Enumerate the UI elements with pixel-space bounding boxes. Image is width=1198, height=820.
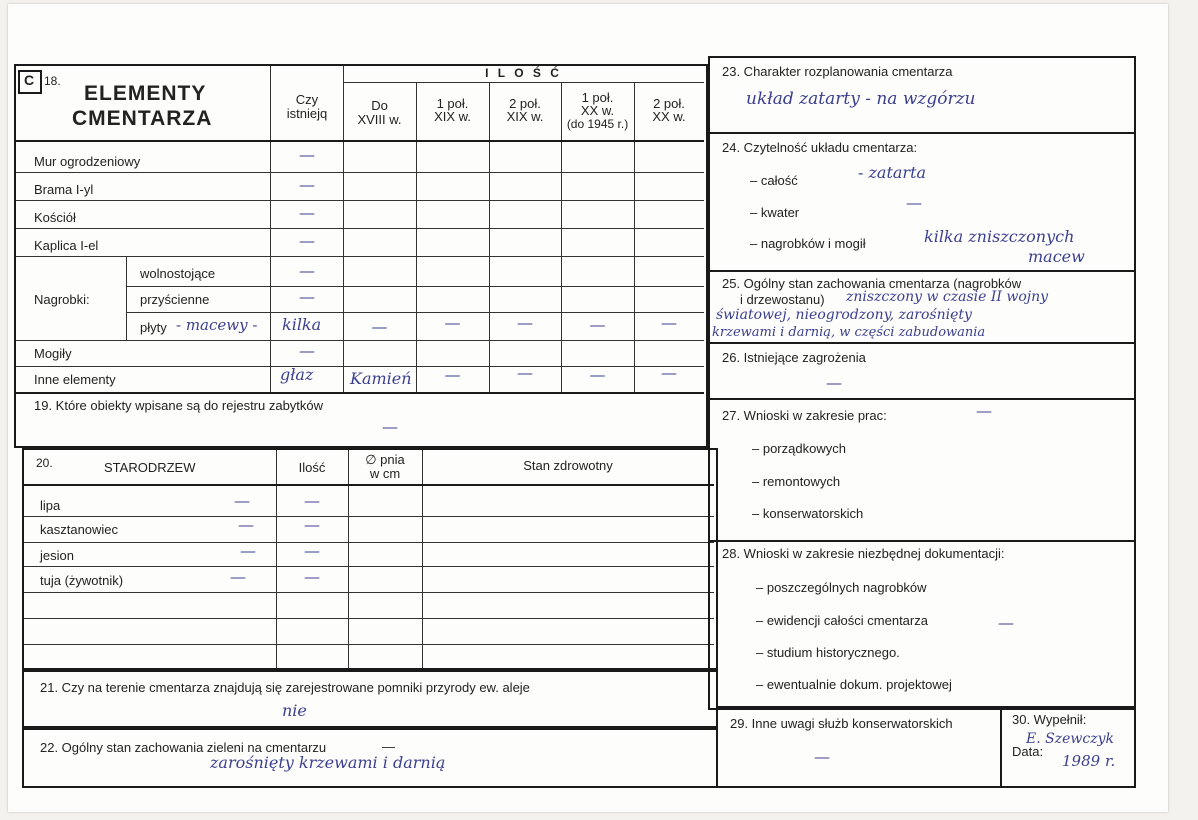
q28-label: 28. Wnioski w zakresie niezbędnej dokumentacji:: [722, 546, 1005, 561]
col-1-xx-l2: XX w.: [580, 103, 615, 118]
col-2-xx-l2: XX w.: [652, 109, 686, 124]
q24-nagrobki-answer-line2: macew: [1028, 247, 1085, 266]
plyty-1-xix: —: [444, 313, 461, 332]
ilosc-header: I L O Ś Ć: [485, 66, 562, 80]
inne-2-xix: —: [517, 363, 533, 382]
q24-calosc-answer: - zatarta: [858, 163, 927, 182]
tree-lipa: lipa: [40, 498, 61, 513]
q26-answer: —: [826, 373, 842, 392]
q25-answer-line2: światowej, nieogrodzony, zarośnięty: [716, 307, 972, 323]
q27-porzadkowych: – porządkowych: [752, 441, 846, 456]
q24-label: 24. Czytelność układu cmentarza:: [722, 140, 918, 155]
q30-date-label: Data:: [1012, 744, 1044, 759]
col-2-xx-l1: 2 poł.: [653, 96, 685, 111]
q24-kwater-answer: —: [906, 193, 922, 212]
elements-title-line1: ELEMENTY: [84, 82, 207, 105]
czy-kaplica: —: [299, 231, 315, 250]
plyty-1-xx: —: [589, 315, 606, 334]
q21-label: 21. Czy na terenie cmentarza znajdują się zarejestrowane pomniki przyrody ew. aleje: [40, 680, 530, 695]
q29-label: 29. Inne uwagi służb konserwatorskich: [730, 716, 953, 731]
tree-lipa-ilosc: —: [304, 491, 320, 510]
col-czy-line1: Czy: [295, 92, 319, 107]
col-2-xix-l1: 2 poł.: [509, 96, 541, 111]
q19-label: 19. Które obiekty wpisane są do rejestru zabytków: [34, 398, 324, 413]
col-1-xix-l1: 1 poł.: [436, 96, 469, 111]
q28-ewidencji: – ewidencji całości cmentarza: [756, 613, 928, 628]
col-2-xix-l2: XIX w.: [506, 109, 544, 124]
col-1-xx-l1: 1 poł.: [581, 90, 614, 105]
q21-answer: nie: [282, 701, 307, 720]
tree-jesion-ilosc: —: [304, 541, 320, 560]
q22-dash: —: [382, 739, 395, 754]
starodrzew-col-stan: Stan zdrowotny: [523, 458, 613, 473]
tree-kasztanowiec-ilosc: —: [304, 515, 320, 534]
row-kosciol-label: Kościół: [34, 210, 76, 225]
row-mur-label: Mur ogrodzeniowy: [34, 154, 141, 169]
col-do-xviii-l1: Do: [371, 98, 388, 113]
row-inne-label: Inne elementy: [34, 372, 116, 387]
tree-lipa-mark: —: [234, 491, 250, 510]
q19-answer: —: [382, 417, 398, 436]
q24-kwater-label: – kwater: [750, 205, 800, 220]
q27-answer: —: [976, 401, 992, 420]
q24-calosc-label: – całość: [750, 173, 798, 188]
col-do-xviii-l2: XVIII w.: [357, 112, 402, 127]
q27-remontowych: – remontowych: [752, 474, 841, 489]
q28-projektowej: – ewentualnie dokum. projektowej: [756, 677, 952, 692]
tree-jesion: jesion: [40, 548, 74, 563]
q21-box: [22, 668, 718, 730]
inne-do-xviii: Kamień: [350, 369, 412, 388]
q25-label-line1: 25. Ogólny stan zachowania cmentarza (nagrobków: [722, 276, 1022, 291]
q24-nagrobki-label: – nagrobków i mogił: [750, 236, 866, 251]
q22-label: 22. Ogólny stan zachowania zieleni na cmentarzu: [40, 740, 327, 755]
col-czy-line2: istniejq: [286, 106, 328, 121]
row-brama-label: Brama I-yl: [34, 182, 94, 197]
tree-tuja-ilosc: —: [304, 567, 320, 586]
q27-konserwatorskich: – konserwatorskich: [752, 506, 864, 521]
plyty-2-xix: —: [517, 313, 533, 332]
czy-mogily: —: [299, 341, 315, 360]
czy-mur: —: [299, 145, 315, 164]
plyty-2-xx: —: [661, 313, 677, 332]
inne-1-xix: —: [444, 365, 461, 384]
q28-studium: – studium historycznego.: [756, 645, 900, 660]
starodrzew-col-ilosc: Ilość: [298, 460, 326, 475]
starodrzew-table-frame: [22, 448, 718, 672]
tree-kasztanowiec: kasztanowiec: [40, 522, 119, 537]
czy-plyty: kilka: [282, 315, 322, 334]
q23-answer: układ zatarty - na wzgórzu: [746, 89, 976, 109]
q25-answer-line1: zniszczony w czasie II wojny: [846, 289, 1049, 305]
row-mogily-label: Mogiły: [34, 346, 72, 361]
row-kaplica-label: Kaplica I-el: [34, 238, 99, 253]
q27-label: 27. Wnioski w zakresie prac:: [722, 408, 887, 423]
q26-label: 26. Istniejące zagrożenia: [722, 350, 866, 365]
col-1-xix-l2: XIX w.: [434, 109, 471, 124]
starodrzew-col-pnia-l2: w cm: [369, 466, 401, 481]
row-wolnostojace-label: wolnostojące: [140, 266, 216, 281]
starodrzew-col-pnia-l1: ∅ pnia: [365, 452, 405, 467]
tree-kasztanowiec-mark: —: [238, 515, 254, 534]
q28-nagrobkow: – poszczególnych nagrobków: [756, 580, 927, 595]
section-letter: C: [23, 72, 35, 88]
section-number: 18.: [44, 74, 61, 88]
plyty-do-xviii: —: [371, 317, 388, 336]
czy-przyscienne: —: [299, 287, 315, 306]
plyty-handwritten: - macewy -: [176, 316, 258, 334]
q25-label-line2: i drzewostanu): [740, 292, 825, 307]
q23-label: 23. Charakter rozplanowania cmentarza: [722, 64, 953, 79]
tree-tuja: tuja (żywotnik): [40, 573, 124, 588]
q30-label: 30. Wypełnił:: [1012, 712, 1087, 727]
q25-answer-line3: krzewami i darnią, w części zabudowania: [712, 325, 986, 340]
tree-jesion-mark: —: [240, 541, 256, 560]
row-plyty-label: płyty: [140, 320, 167, 335]
czy-inne: głaz: [280, 365, 314, 384]
q30-name: E. Szewczyk: [1026, 731, 1114, 747]
col-1-xx-l3: (do 1945 r.): [566, 117, 629, 131]
tree-tuja-mark: —: [230, 567, 246, 586]
row-nagrobki-label: Nagrobki:: [34, 292, 90, 307]
inne-1-xx: —: [589, 365, 606, 384]
q28-answer: —: [998, 613, 1014, 632]
starodrzew-title: STARODRZEW: [104, 460, 196, 475]
row-przyscienne-label: przyścienne: [140, 292, 210, 307]
inne-2-xx: —: [661, 363, 677, 382]
czy-wolnostojace: —: [299, 261, 315, 280]
q24-nagrobki-answer: kilka zniszczonych: [924, 227, 1075, 246]
starodrzew-number: 20.: [36, 456, 53, 470]
q30-date: 1989 r.: [1062, 752, 1116, 770]
czy-brama: —: [299, 175, 315, 194]
q22-answer: zarośnięty krzewami i darnią: [210, 753, 446, 772]
czy-kosciol: —: [299, 203, 315, 222]
q29-answer: —: [814, 747, 830, 766]
elements-title-line2: CMENTARZA: [72, 107, 213, 130]
